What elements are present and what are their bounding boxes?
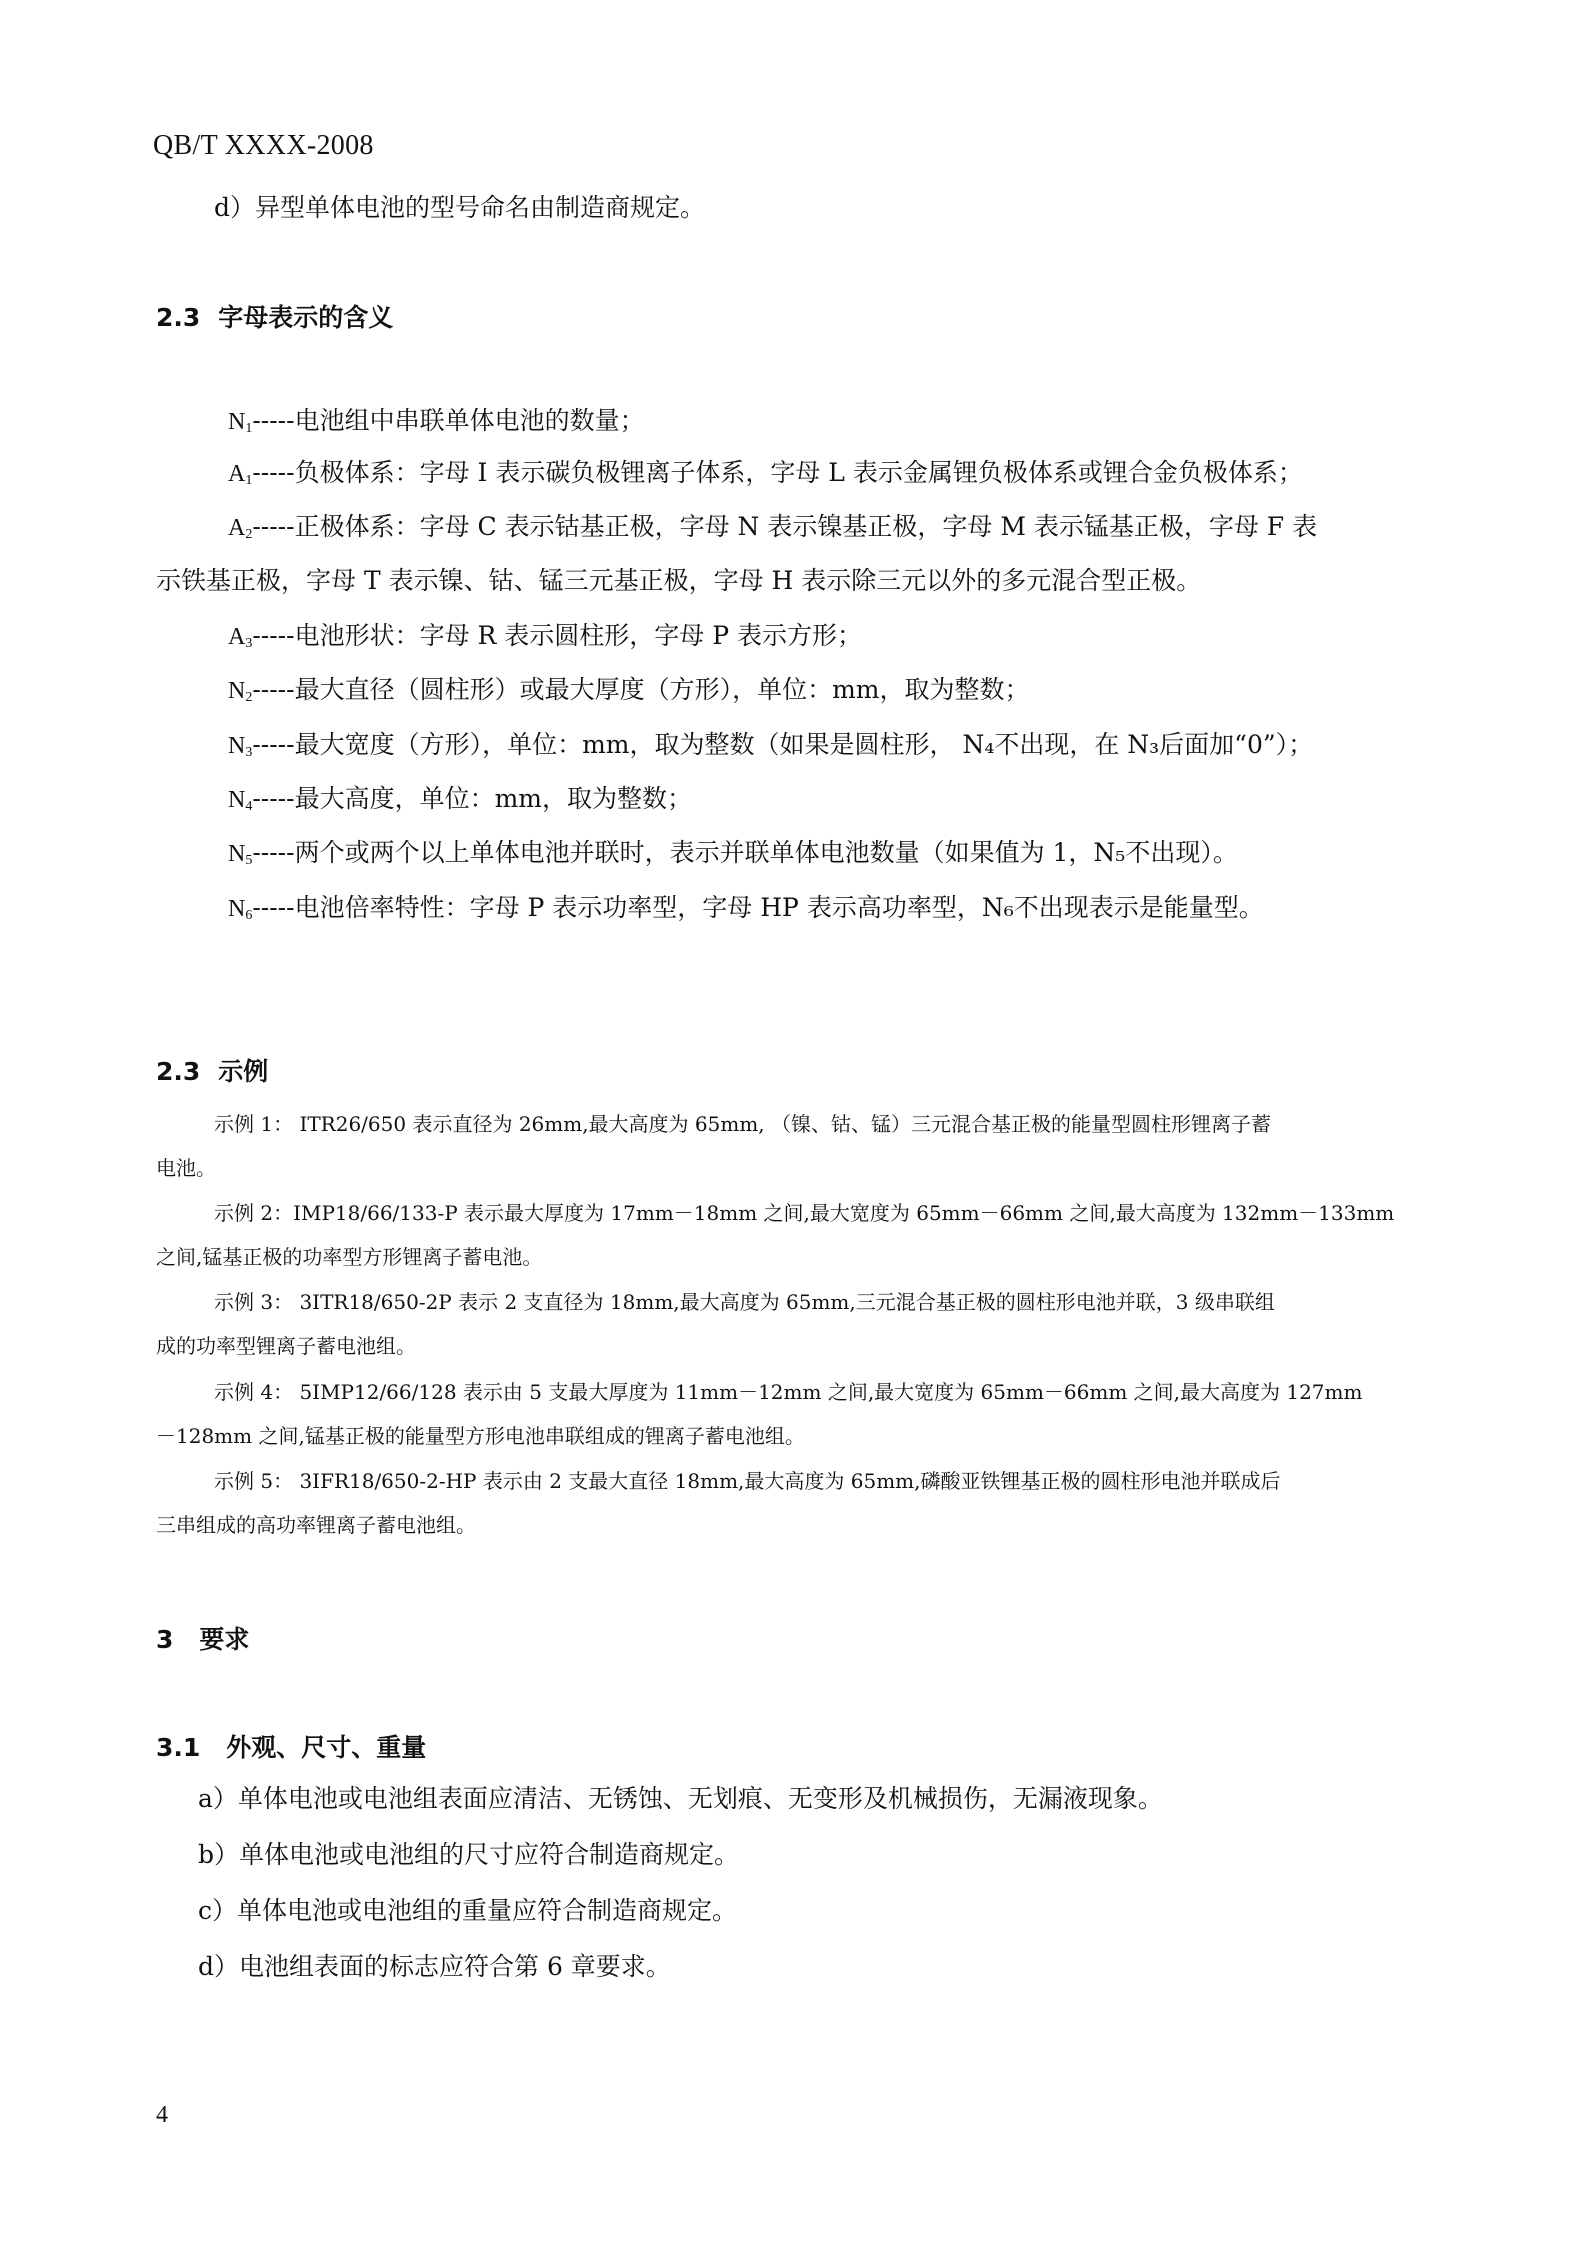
example-5-line-2: 三串组成的高功率锂离子蓄电池组。 xyxy=(156,1513,476,1537)
definition-a2-continued: 示铁基正极，字母 T 表示镍、钴、锰三元基正极，字母 H 表示除三元以外的多元混合型正极。 xyxy=(156,566,1202,595)
example-3-line-1: 示例 3： 3ITR18/650-2P 表示 2 支直径为 18mm,最大高度为 65mm,三元混合基正极的圆柱形电池并联，3 级串联组 xyxy=(214,1290,1275,1314)
symbol: $A_2$ xyxy=(228,515,253,542)
example-4-line-2: －128mm 之间,锰基正极的能量型方形电池串联组成的锂离子蓄电池组。 xyxy=(156,1424,805,1448)
definition-text: -----最大直径（圆柱形）或最大厚度（方形），单位：mm，取为整数； xyxy=(252,675,1030,704)
symbol: $N_5$ xyxy=(228,841,253,868)
section-3-1-heading xyxy=(156,1728,426,1764)
definition-text: -----正极体系：字母 C 表示钴基正极，字母 N 表示镍基正极，字母 M 表示锰基正极，字母 F 表 xyxy=(252,512,1318,541)
section-title: 要求 xyxy=(199,1625,250,1654)
section-number: 3 xyxy=(156,1625,174,1654)
definition-a2 xyxy=(228,512,1317,550)
symbol: $N_2$ xyxy=(228,678,253,705)
section-title: 字母表示的含义 xyxy=(218,303,394,332)
definition-text: -----最大宽度（方形），单位：mm，取为整数（如果是圆柱形， N₄不出现，在 N₃后面加“0”）； xyxy=(252,730,1314,759)
definition-text: -----两个或两个以上单体电池并联时，表示并联单体电池数量（如果值为 1，N₅不出现）。 xyxy=(252,838,1238,867)
example-4-line-1: 示例 4： 5IMP12/66/128 表示由 5 支最大厚度为 11mm－12mm 之间,最大宽度为 65mm－66mm 之间,最大高度为 127mm xyxy=(214,1380,1363,1404)
standard-code-header: QB/T XXXX-2008 xyxy=(153,130,374,161)
example-3-line-2: 成的功率型锂离子蓄电池组。 xyxy=(156,1334,416,1358)
symbol: $N_6$ xyxy=(228,896,253,923)
symbol: $N_4$ xyxy=(228,787,253,814)
requirement-item-d: d）电池组表面的标志应符合第 6 章要求。 xyxy=(198,1952,671,1981)
definition-a1 xyxy=(228,458,1303,496)
section-number: 2.3 xyxy=(156,1057,201,1086)
symbol: $A_3$ xyxy=(228,624,253,651)
definition-n2 xyxy=(228,675,1030,713)
section-2-3-heading xyxy=(156,298,393,334)
definition-n5 xyxy=(228,838,1238,876)
requirement-item-b: b）单体电池或电池组的尺寸应符合制造商规定。 xyxy=(198,1840,740,1869)
symbol: $N_3$ xyxy=(228,733,253,760)
requirement-item-a: a）单体电池或电池组表面应清洁、无锈蚀、无划痕、无变形及机械损伤，无漏液现象。 xyxy=(198,1784,1163,1813)
example-5-line-1: 示例 5： 3IFR18/650-2-HP 表示由 2 支最大直径 18mm,最大高度为 65mm,磷酸亚铁锂基正极的圆柱形电池并联成后 xyxy=(214,1469,1281,1493)
example-2-line-2: 之间,锰基正极的功率型方形锂离子蓄电池。 xyxy=(156,1245,543,1269)
definition-text: -----负极体系：字母 I 表示碳负极锂离子体系，字母 L 表示金属锂负极体系或锂合金负极体系； xyxy=(252,458,1303,487)
section-3-heading xyxy=(156,1620,249,1656)
symbol: $A_1$ xyxy=(228,461,253,488)
page-number: 4 xyxy=(156,2102,168,2128)
example-2-line-1: 示例 2：IMP18/66/133-P 表示最大厚度为 17mm－18mm 之间,最大宽度为 65mm－66mm 之间,最大高度为 132mm－133mm xyxy=(214,1201,1395,1225)
section-number: 2.3 xyxy=(156,303,201,332)
section-number: 3.1 xyxy=(156,1733,201,1762)
definition-n1 xyxy=(228,406,645,444)
definition-n6 xyxy=(228,893,1264,931)
symbol: $N_1$ xyxy=(228,409,253,436)
definition-text: -----电池倍率特性：字母 P 表示功率型，字母 HP 表示高功率型，N₆不出现表示是能量型。 xyxy=(252,893,1264,922)
section-title: 外观、尺寸、重量 xyxy=(226,1733,427,1762)
intro-item-d: d）异型单体电池的型号命名由制造商规定。 xyxy=(214,193,706,222)
definition-text: -----电池组中串联单体电池的数量； xyxy=(252,406,645,435)
definition-text: -----最大高度，单位：mm，取为整数； xyxy=(252,784,692,813)
example-1-line-2: 电池。 xyxy=(156,1156,216,1180)
definition-text: -----电池形状：字母 R 表示圆柱形，字母 P 表示方形； xyxy=(252,621,863,650)
definition-a3 xyxy=(228,621,862,659)
section-2-3-examples-heading xyxy=(156,1052,268,1088)
requirement-item-c: c）单体电池或电池组的重量应符合制造商规定。 xyxy=(198,1896,738,1925)
definition-n3 xyxy=(228,730,1313,768)
section-title: 示例 xyxy=(218,1057,269,1086)
definition-n4 xyxy=(228,784,692,822)
example-1-line-1: 示例 1： ITR26/650 表示直径为 26mm,最大高度为 65mm, （镍、钴、锰）三元混合基正极的能量型圆柱形锂离子蓄 xyxy=(214,1112,1272,1136)
